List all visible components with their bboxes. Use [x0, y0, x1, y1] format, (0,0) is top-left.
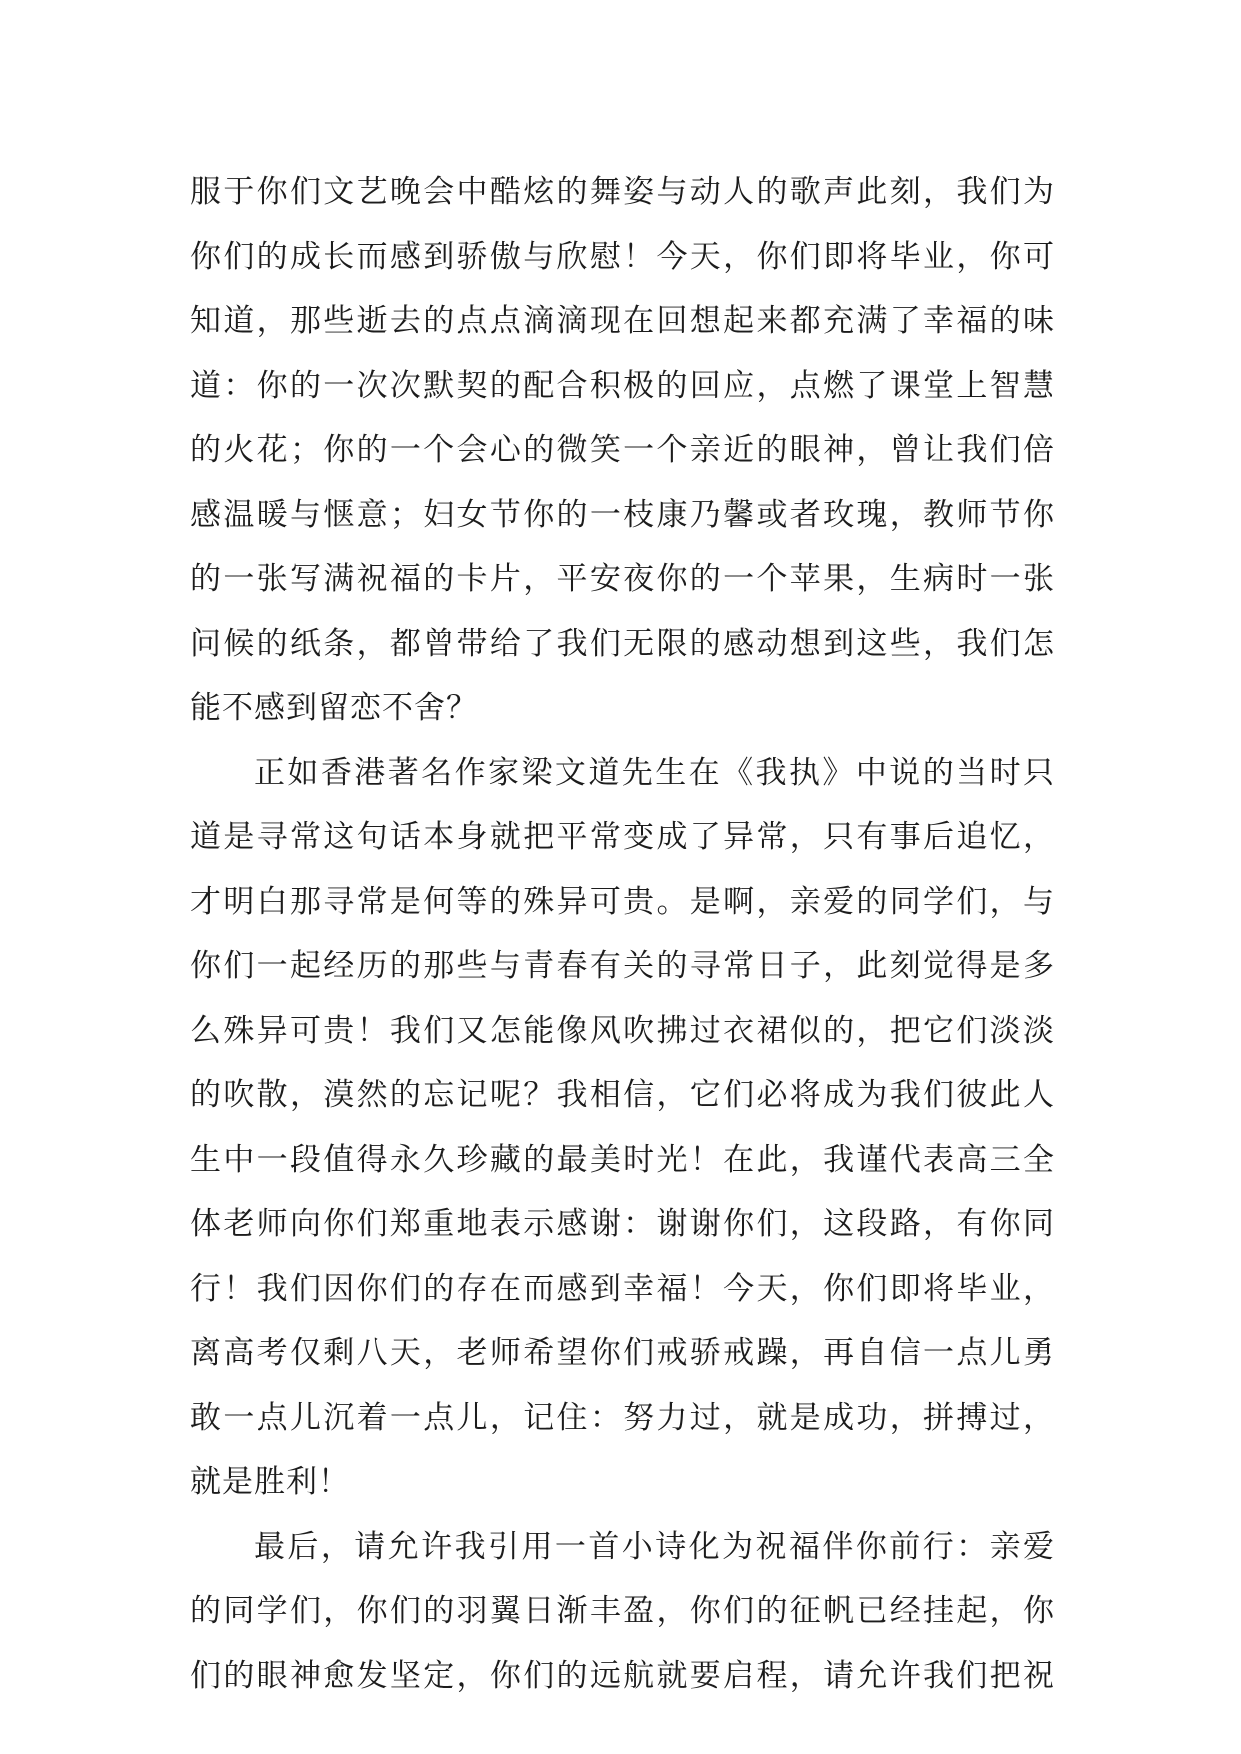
text-line: 感温暖与惬意；妇女节你的一枝康乃馨或者玫瑰，教师节你 — [190, 496, 1055, 533]
text-line: 离高考仅剩八天，老师希望你们戒骄戒躁，再自信一点儿勇 — [190, 1335, 1055, 1371]
body-text — [190, 160, 1055, 1708]
text-line: 你们的成长而感到骄傲与欣慰！今天，你们即将毕业，你可 — [190, 238, 1055, 275]
text-line: 知道，那些逝去的点点滴滴现在回想起来都充满了幸福的味 — [190, 303, 1055, 339]
paragraph-start-line: 最后，请允许我引用一首小诗化为祝福伴你前行：亲爱 — [254, 1528, 1055, 1565]
paragraph-start-line: 正如香港著名作家梁文道先生在《我执》中说的当时只 — [254, 754, 1055, 791]
text-line: 的吹散，漠然的忘记呢？我相信，它们必将成为我们彼此人 — [190, 1077, 1055, 1113]
text-line: 服于你们文艺晚会中酷炫的舞姿与动人的歌声此刻，我们为 — [190, 174, 1055, 210]
text-line: 你们一起经历的那些与青春有关的寻常日子，此刻觉得是多 — [190, 948, 1055, 984]
text-line: 的同学们，你们的羽翼日渐丰盈，你们的征帆已经挂起，你 — [190, 1593, 1055, 1629]
text-line: 道是寻常这句话本身就把平常变成了异常，只有事后追忆， — [190, 819, 1055, 855]
text-line: 体老师向你们郑重地表示感谢：谢谢你们，这段路，有你同 — [190, 1206, 1055, 1242]
text-line: 生中一段值得永久珍藏的最美时光！在此，我谨代表高三全 — [190, 1141, 1055, 1178]
text-line: 们的眼神愈发坚定，你们的远航就要启程，请允许我们把祝 — [190, 1657, 1055, 1694]
text-line: 才明白那寻常是何等的殊异可贵。是啊，亲爱的同学们，与 — [190, 883, 1055, 920]
text-line: 的火花；你的一个会心的微笑一个亲近的眼神，曾让我们倍 — [190, 432, 1055, 468]
text-line: 么殊异可贵！我们又怎能像风吹拂过衣裙似的，把它们淡淡 — [190, 1012, 1055, 1049]
paragraph-end-line: 就是胜利！ — [190, 1464, 350, 1500]
text-line: 敢一点儿沉着一点儿，记住：努力过，就是成功，拼搏过， — [190, 1399, 1055, 1436]
text-line: 问候的纸条，都曾带给了我们无限的感动想到这些，我们怎 — [190, 625, 1055, 662]
text-line: 行！我们因你们的存在而感到幸福！今天，你们即将毕业， — [190, 1270, 1055, 1307]
paragraph-end-line: 能不感到留恋不舍？ — [190, 690, 478, 726]
text-line: 道：你的一次次默契的配合积极的回应，点燃了课堂上智慧 — [190, 367, 1055, 404]
text-line: 的一张写满祝福的卡片，平安夜你的一个苹果，生病时一张 — [190, 561, 1055, 597]
